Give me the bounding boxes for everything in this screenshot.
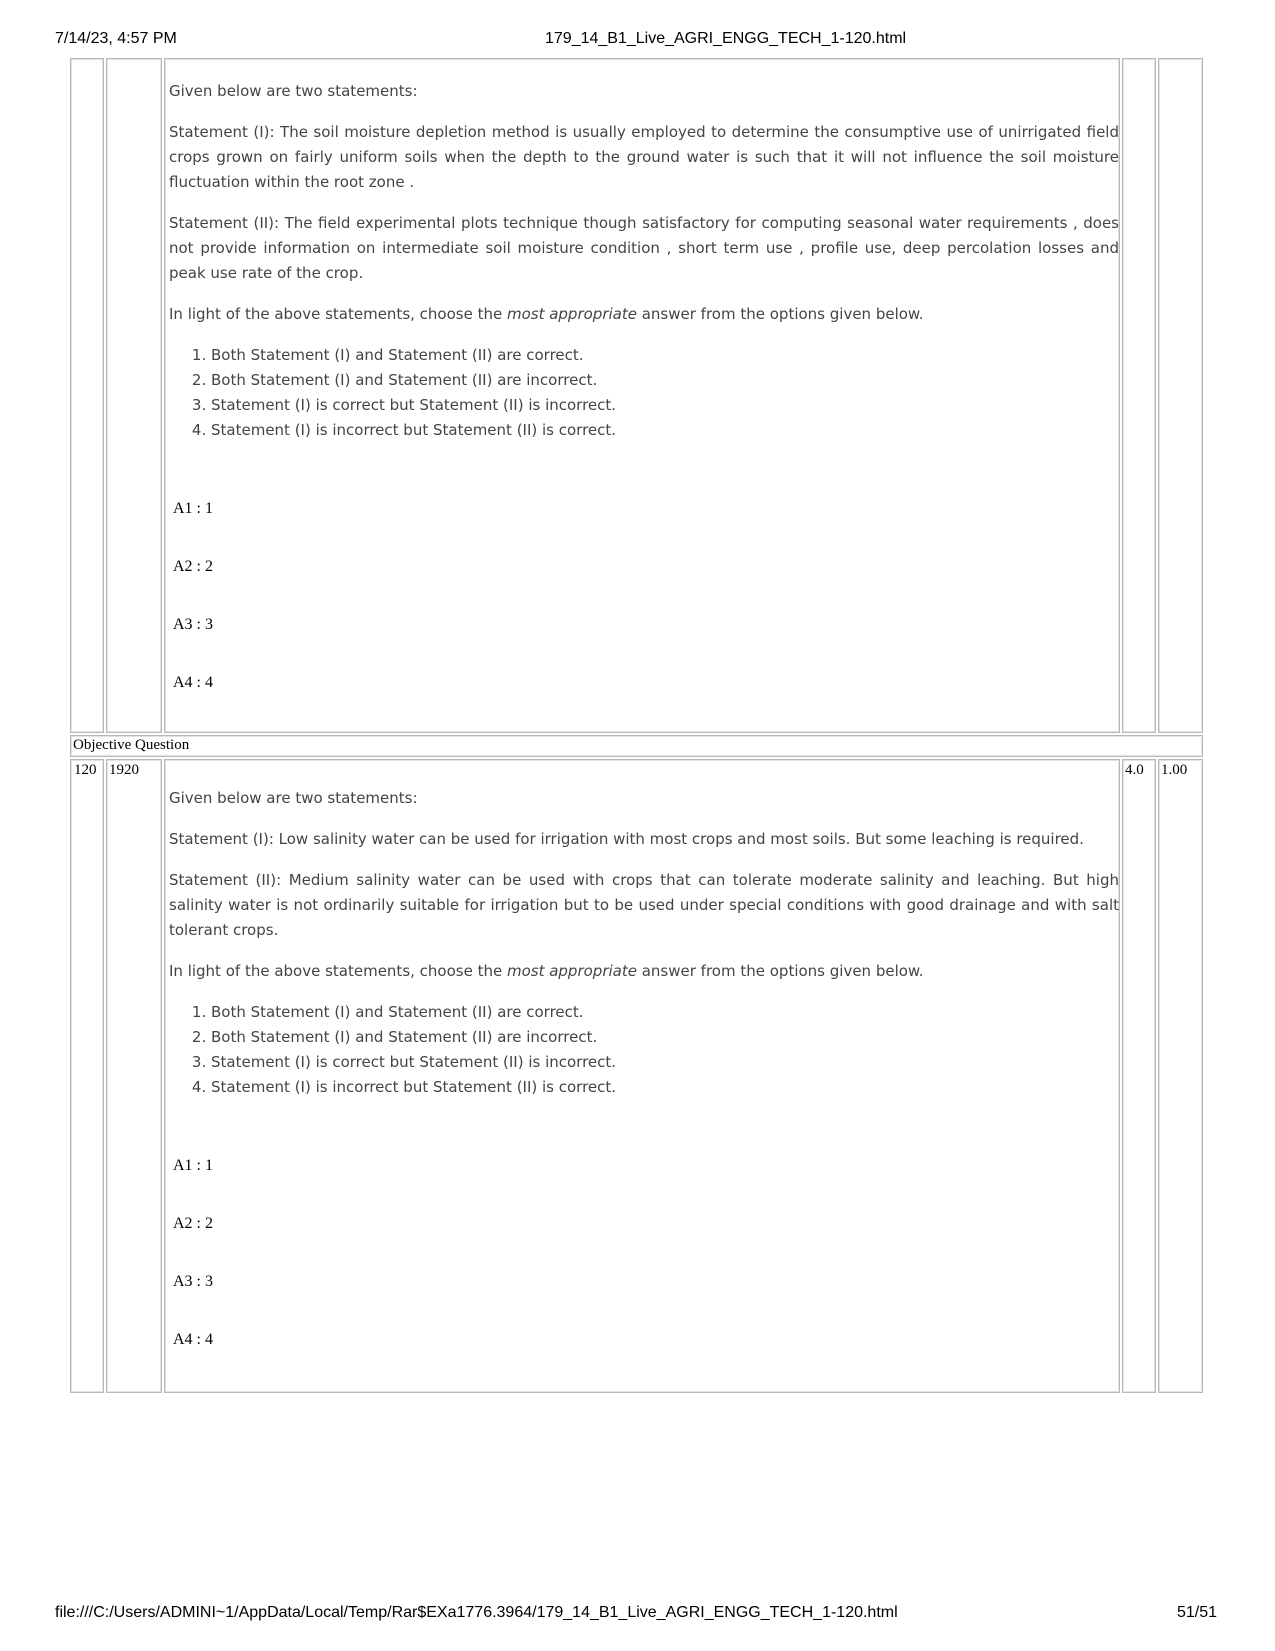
prev-answer-1: A1 : 1 [173, 500, 213, 517]
prompt-post: answer from the options given below. [636, 962, 924, 980]
answer-3: A3 : 3 [173, 1273, 213, 1290]
print-title: 179_14_B1_Live_AGRI_ENGG_TECH_1-120.html [545, 30, 907, 47]
prev-question-body [169, 79, 1119, 443]
statement-1: Statement (I): Low salinity water can be used for irrigation with most crops and most soils. But some leaching is required. [169, 830, 1084, 848]
option: 4. Statement (I) is incorrect but Statement (II) is correct. [211, 1075, 1119, 1100]
prev-answer-4: A4 : 4 [173, 674, 213, 691]
prev-cell-id [106, 58, 162, 733]
section-label: Objective Question [73, 737, 190, 753]
option: 2. Both Statement (I) and Statement (II) are incorrect. [211, 1025, 1119, 1050]
question-body [169, 786, 1119, 1100]
print-datetime: 7/14/23, 4:57 PM [55, 30, 177, 47]
question-id: 1920 [109, 762, 139, 778]
section-label-row [70, 735, 1203, 757]
prev-prompt-post: answer from the options given below. [636, 305, 924, 323]
option: 3. Statement (I) is correct but Statement (II) is incorrect. [211, 1050, 1119, 1075]
prev-option: 4. Statement (I) is incorrect but Statement (II) is correct. [211, 418, 1119, 443]
cell-negative [1158, 759, 1203, 1393]
question-negative-marks: 1.00 [1161, 762, 1188, 778]
prev-option: 2. Both Statement (I) and Statement (II) are incorrect. [211, 368, 1119, 393]
prev-prompt [169, 302, 1119, 327]
option: 1. Both Statement (I) and Statement (II) are correct. [211, 1000, 1119, 1025]
prev-prompt-emphasis: most appropriate [506, 305, 637, 323]
question-marks: 4.0 [1125, 762, 1144, 778]
prompt [169, 959, 1119, 984]
answer-1: A1 : 1 [173, 1157, 213, 1174]
prev-cell-number [70, 58, 104, 733]
cell-marks [1122, 759, 1156, 1393]
options-list [169, 1000, 1119, 1100]
prev-options-list [169, 343, 1119, 443]
statement-2: Statement (II): Medium salinity water can be used with crops that can tolerate moderate salinity and leaching. But high salinity water is not ordinarily suitable for irrigation but to be used under special conditions with good drainage and with salt tolerant crops. [169, 871, 1119, 939]
intro: Given below are two statements: [169, 789, 418, 807]
cell-id [106, 759, 162, 1393]
prev-answer-3: A3 : 3 [173, 616, 213, 633]
prev-statement-1: Statement (I): The soil moisture depletion method is usually employed to determine the consumptive use of unirrigated field crops grown on fairly uniform soils when the depth to the ground water is such that it will not influence the soil moisture fluctuation within the root zone . [169, 123, 1119, 191]
prev-statement-2: Statement (II): The field experimental plots technique though satisfactory for computing seasonal water requirements , does not provide information on intermediate soil moisture condition , short term use , profile use, deep percolation losses and peak use rate of the crop. [169, 214, 1119, 282]
prev-cell-negative [1158, 58, 1203, 733]
question-number: 120 [74, 762, 97, 778]
prev-intro: Given below are two statements: [169, 82, 418, 100]
cell-number [70, 759, 104, 1393]
prev-prompt-pre: In light of the above statements, choose the [169, 305, 507, 323]
print-file-path: file:///C:/Users/ADMINI~1/AppData/Local/Temp/Rar$EXa1776.3964/179_14_B1_Live_AGRI_ENGG_TECH_1-120.html [55, 1604, 898, 1621]
prompt-pre: In light of the above statements, choose the [169, 962, 507, 980]
answer-2: A2 : 2 [173, 1215, 213, 1232]
prev-option: 3. Statement (I) is correct but Statement (II) is incorrect. [211, 393, 1119, 418]
print-page-number: 51/51 [1177, 1604, 1218, 1621]
prompt-emphasis: most appropriate [506, 962, 637, 980]
prev-option: 1. Both Statement (I) and Statement (II) are correct. [211, 343, 1119, 368]
prev-answer-2: A2 : 2 [173, 558, 213, 575]
prev-cell-marks [1122, 58, 1156, 733]
answer-4: A4 : 4 [173, 1331, 213, 1348]
